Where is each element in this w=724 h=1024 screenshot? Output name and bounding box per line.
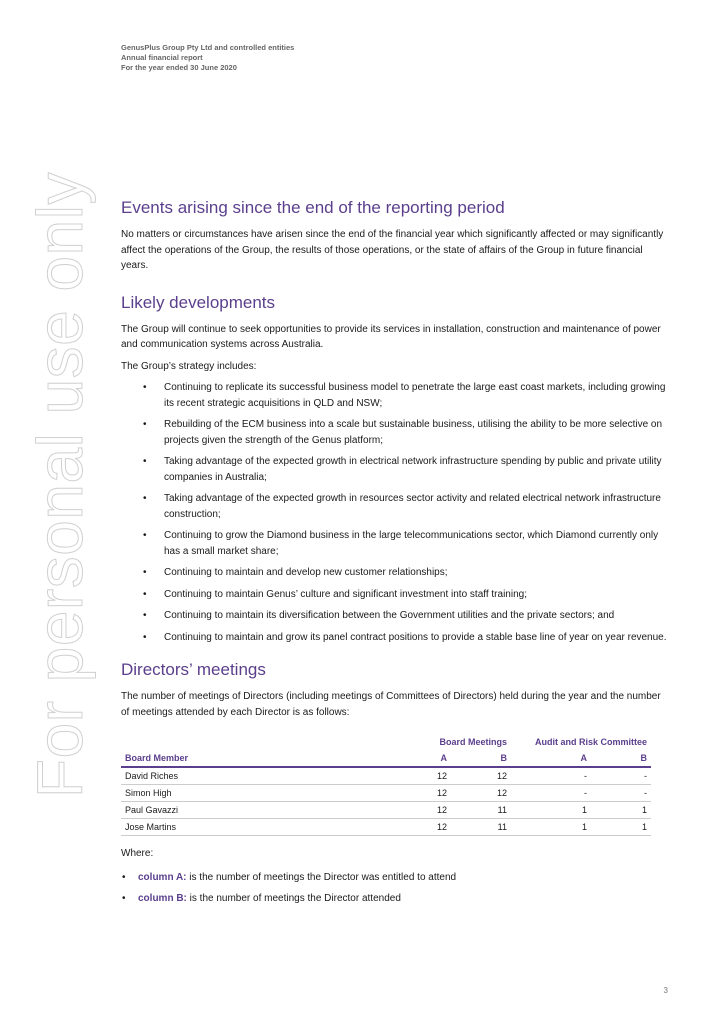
meetings-table bbox=[121, 734, 651, 836]
audit-b-value: - bbox=[591, 785, 651, 802]
list-item bbox=[121, 870, 669, 886]
board-b-value: 12 bbox=[451, 767, 511, 785]
main-content bbox=[121, 197, 669, 913]
where-label: Where: bbox=[121, 848, 154, 859]
def-term: column B: bbox=[138, 893, 187, 904]
likely-intro: The Group will continue to seek opportunities to provide its services in installation, construction and maintenance of power and communication systems across Australia. bbox=[121, 323, 661, 350]
audit-committee-header: Audit and Risk Committee bbox=[534, 737, 647, 747]
board-b-value: 11 bbox=[451, 819, 511, 836]
def-term: column A: bbox=[138, 871, 187, 883]
board-col-a-header: A bbox=[371, 750, 451, 767]
list-item: • Continuing to maintain and develop new customer relationships; bbox=[121, 565, 669, 581]
report-header bbox=[121, 43, 294, 73]
header-report: Annual financial report bbox=[121, 53, 203, 62]
likely-heading: Likely developments bbox=[121, 292, 276, 312]
page-number: 3 bbox=[663, 986, 668, 995]
audit-a-value: 1 bbox=[511, 819, 591, 836]
audit-a-value: 1 bbox=[511, 802, 591, 819]
table-row bbox=[121, 767, 651, 785]
header-company: GenusPlus Group Pty Ltd and controlled entities bbox=[121, 43, 295, 52]
member-name: Jose Martins bbox=[121, 819, 371, 836]
strategy-list bbox=[121, 380, 669, 645]
audit-b-value: 1 bbox=[591, 819, 651, 836]
list-item: • Taking advantage of the expected growth in resources sector activity and related electrical network infrastructure construction; bbox=[121, 491, 669, 522]
board-b-value: 12 bbox=[451, 785, 511, 802]
list-item: • Rebuilding of the ECM business into a scale but sustainable business, utilising the ability to be more selective on projects given the strength of the Genus platform; bbox=[121, 417, 669, 448]
list-item: • Continuing to replicate its successful business model to penetrate the large east coast markets, including growing its recent strategic acquisitions in QLD and NSW; bbox=[121, 380, 669, 411]
column-definitions bbox=[121, 870, 669, 907]
member-name: David Riches bbox=[121, 767, 371, 785]
table-row bbox=[121, 819, 651, 836]
events-body: No matters or circumstances have arisen since the end of the financial year which significantly affected or may significantly affect the operations of the Group, the results of those operations, or the state of affairs of the Group in future financial years. bbox=[121, 229, 664, 271]
strategy-intro: The Group’s strategy includes: bbox=[121, 360, 257, 372]
audit-col-a-header: A bbox=[511, 750, 591, 767]
list-item: • Continuing to maintain Genus’ culture and significant investment into staff training; bbox=[121, 587, 669, 603]
board-meetings-header: Board Meetings bbox=[439, 737, 507, 747]
audit-a-value: - bbox=[511, 785, 591, 802]
directors-heading: Directors’ meetings bbox=[121, 660, 266, 679]
audit-a-value: - bbox=[511, 767, 591, 785]
audit-b-value: - bbox=[591, 767, 651, 785]
member-name: Simon High bbox=[121, 785, 371, 802]
board-member-header: Board Member bbox=[121, 750, 371, 767]
table-row bbox=[121, 802, 651, 819]
watermark: For personal use only bbox=[24, 172, 96, 798]
list-item bbox=[121, 891, 669, 907]
table-row bbox=[121, 785, 651, 802]
list-item: • Continuing to maintain and grow its panel contract positions to provide a stable base line of year on year revenue. bbox=[121, 630, 669, 646]
audit-col-b-header: B bbox=[591, 750, 651, 767]
def-text: is the number of meetings the Director attended bbox=[186, 893, 401, 904]
list-item: • Taking advantage of the expected growth in electrical network infrastructure spending by public and private utility companies in Australia; bbox=[121, 454, 669, 485]
board-a-value: 12 bbox=[371, 802, 451, 819]
events-heading: Events arising since the end of the reporting period bbox=[121, 198, 505, 217]
board-a-value: 12 bbox=[371, 785, 451, 802]
board-col-b-header: B bbox=[451, 750, 511, 767]
board-b-value: 11 bbox=[451, 802, 511, 819]
directors-intro: The number of meetings of Directors (including meetings of Committees of Directors) held during the year and the number of meetings attended by each Director is as follows: bbox=[121, 691, 661, 718]
board-a-value: 12 bbox=[371, 767, 451, 785]
table-header-empty bbox=[121, 734, 371, 750]
member-name: Paul Gavazzi bbox=[121, 802, 371, 819]
list-item: • Continuing to grow the Diamond business in the large telecommunications sector, which Diamond currently only has a small market share; bbox=[121, 528, 669, 559]
def-text: is the number of meetings the Director was entitled to attend bbox=[186, 871, 457, 883]
list-item: • Continuing to maintain its diversification between the Government utilities and the private sectors; and bbox=[121, 608, 669, 624]
header-period: For the year ended 30 June 2020 bbox=[121, 63, 237, 72]
board-a-value: 12 bbox=[371, 819, 451, 836]
audit-b-value: 1 bbox=[591, 802, 651, 819]
